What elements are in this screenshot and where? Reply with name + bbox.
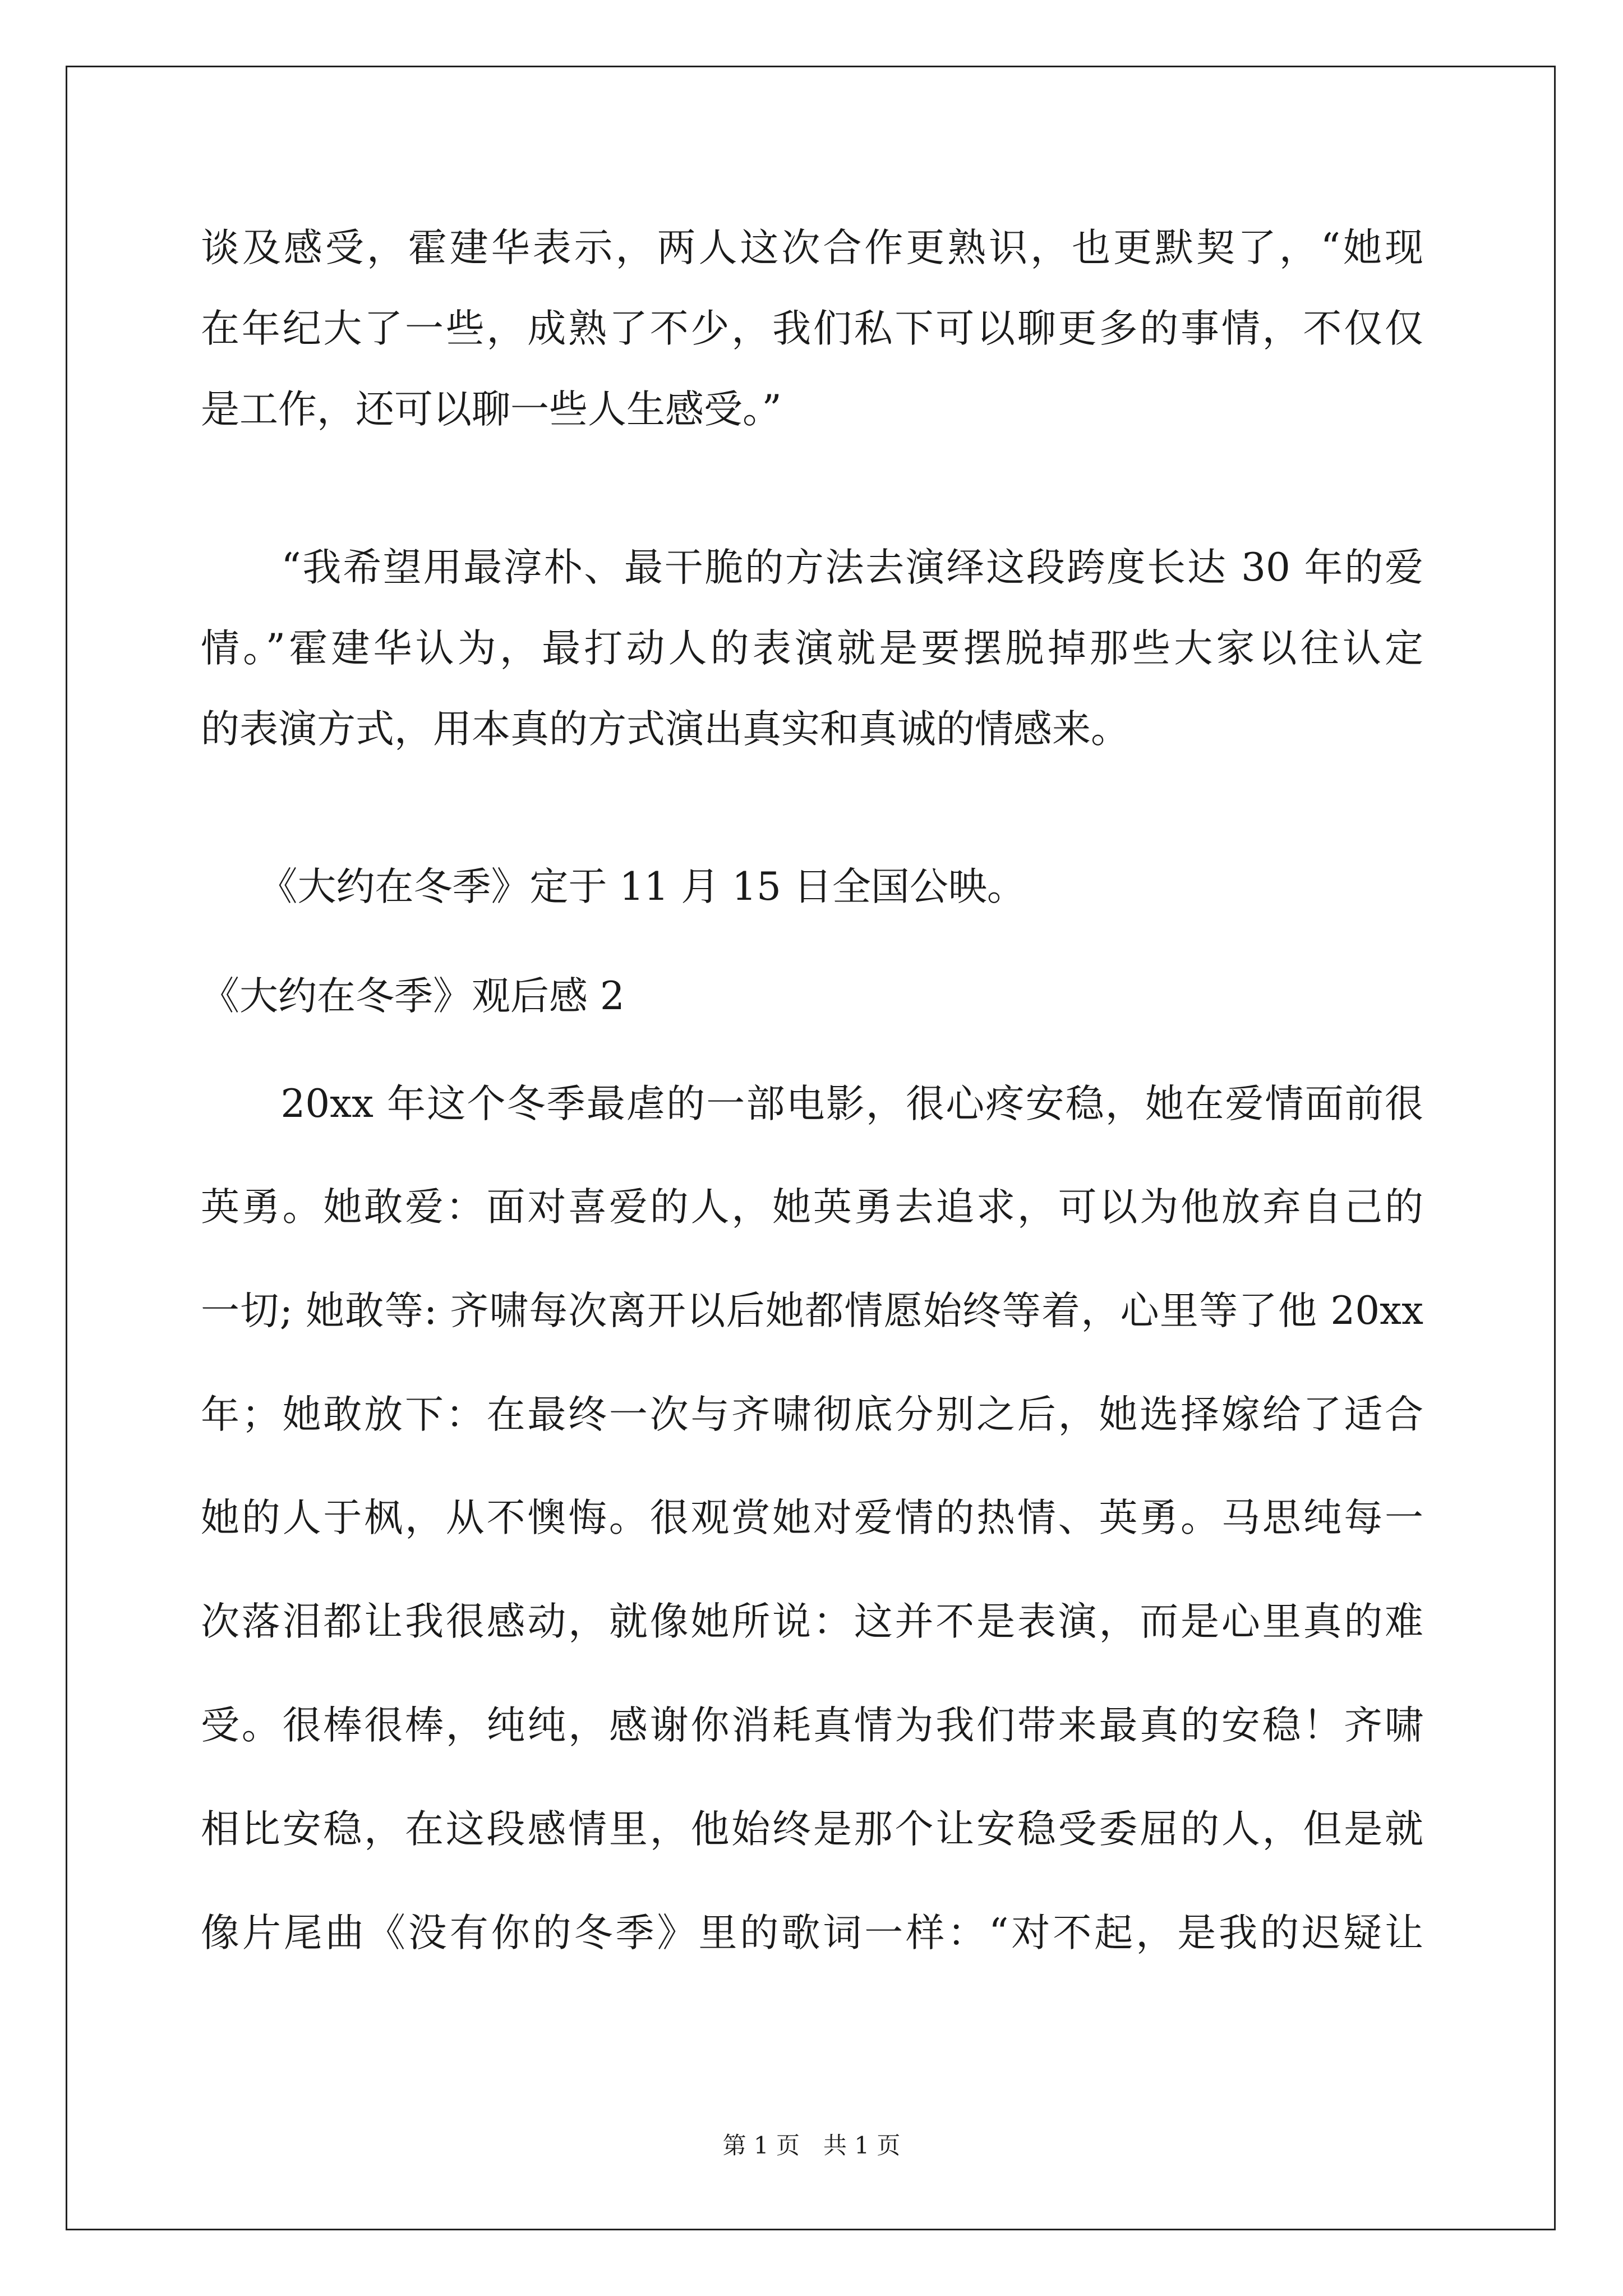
text-line: 受。很棒很棒，纯纯，感谢你消耗真情为我们带来最真的安稳！齐啸: [201, 1703, 1423, 1748]
text-line: “我希望用最淳朴、最干脆的方法去演绎这段跨度长达 30 年的爱: [201, 545, 1423, 590]
text-line: 她的人于枫，从不懊悔。很观赏她对爱情的热情、英勇。马思纯每一: [201, 1496, 1423, 1540]
text-line: 相比安稳，在这段感情里，他始终是那个让安稳受委屈的人，但是就: [201, 1807, 1423, 1852]
text-line: 年；她敢放下：在最终一次与齐啸彻底分别之后，她选择嫁给了适合: [201, 1392, 1423, 1437]
text-line: 的表演方式，用本真的方式演出真实和真诚的情感来。: [201, 707, 1129, 752]
section-heading: 《大约在冬季》观后感 2: [201, 974, 625, 1019]
text-line: 一切; 她敢等: 齐啸每次离开以后她都情愿始终等着，心里等了他 20xx: [201, 1289, 1423, 1333]
text-line: 20xx 年这个冬季最虐的一部电影，很心疼安稳，她在爱情面前很: [201, 1082, 1423, 1126]
text-line: 像片尾曲《没有你的冬季》里的歌词一样：“对不起，是我的迟疑让: [201, 1911, 1423, 1955]
text-line: 次落泪都让我很感动，就像她所说：这并不是表演，而是心里真的难: [201, 1599, 1423, 1644]
text-line: 是工作，还可以聊一些人生感受。”: [201, 387, 782, 432]
text-line: 在年纪大了一些，成熟了不少，我们私下可以聊更多的事情，不仅仅: [201, 306, 1423, 351]
page-number-footer: 第 1 页 共 1 页: [722, 2132, 901, 2159]
text-line: 谈及感受，霍建华表示，两人这次合作更熟识，也更默契了，“她现: [201, 226, 1423, 270]
text-line: 英勇。她敢爱：面对喜爱的人，她英勇去追求，可以为他放弃自己的: [201, 1185, 1423, 1230]
text-line: 《大约在冬季》定于 11 月 15 日全国公映。: [201, 864, 1026, 909]
text-line: 情。”霍建华认为，最打动人的表演就是要摆脱掉那些大家以往认定: [201, 626, 1423, 671]
